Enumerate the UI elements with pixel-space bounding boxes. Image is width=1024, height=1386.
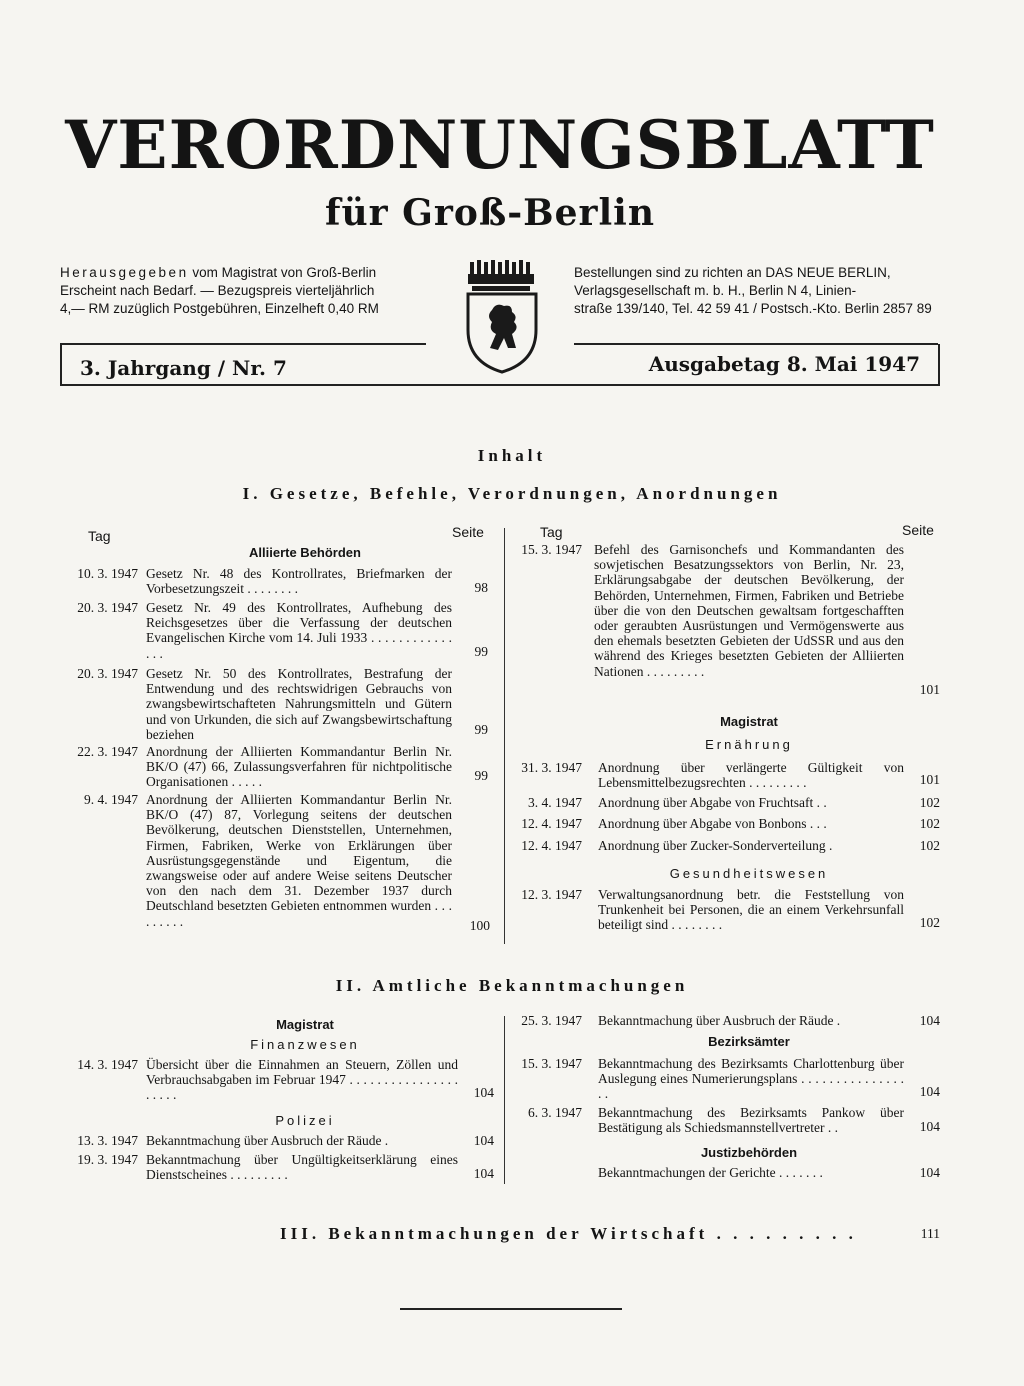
entry-text: Gesetz Nr. 50 des Kontrollrates, Bestrafung der Entwendung und des rechtswidrigen Gebrauchs von zwangsbewirtschafteten Nahrungsmitteln und Gütern und von Urkunden, die sich auf Zwangsbewirtschaftung beziehen [146,666,452,742]
entry-date: 12. 4. 1947 [521,816,582,831]
order-publisher: Verlagsgesellschaft m. b. H., Berlin N 4, Linien- [574,283,857,298]
entry-page: 104 [919,1013,940,1028]
entry-text: Bekanntmachungen der Gerichte . . . . . . . [598,1165,823,1180]
heading-judiciary: Justizbehörden [700,1145,798,1160]
entry-date: 13. 3. 1947 [77,1133,138,1148]
publisher-frequency: Erscheint nach Bedarf. — Bezugspreis vierteljährlich [60,283,375,298]
entry-text: Bekanntmachung des Bezirksamts Charlottenburg über Auslegung eines Numerierungsplans . . . . . . . . . . . . . . . . . [598,1056,904,1102]
order-info: Bestellungen sind zu richten an DAS NEUE BERLIN, [574,265,891,280]
entry-page: 99 [474,644,488,659]
masthead-subtitle: für Groß-Berlin [325,192,655,234]
entry-text: Bekanntmachung über Ausbruch der Räude . [146,1133,389,1148]
entry-page: 104 [919,1084,940,1099]
entry-date: 31. 3. 1947 [521,760,582,775]
entry-date: 22. 3. 1947 [77,744,138,759]
entry-date: 9. 4. 1947 [84,792,138,807]
entry-text: Anordnung über Abgabe von Fruchtsaft . . [598,795,827,810]
entry-text: Befehl des Garnisonchefs und Kommandanten des sowjetischen Besatzungssektors von Berlin, Nr. 23, Erklärungsabgabe der deutschen Bevölkerung, der Behörden, Unternehmen, Firmen, Fabriken und Betriebe über die von den Deutschen gewaltsam fortgeschafften oder geraubten Ausrüstungen und Vermögenswerte aus den ehemals besetzten Gebieten der UdSSR und aus den während des Krieges besetzten Gebieten der Alliierten Nationen . . . . . . . . . [594,542,904,679]
list-item [0,1013,1024,1033]
list-item [0,1165,1024,1185]
entry-date: 20. 3. 1947 [77,666,138,681]
entry-date: 15. 3. 1947 [521,1056,582,1071]
entry-date: 14. 3. 1947 [77,1057,138,1072]
heading-police: Polizei [275,1113,335,1128]
col-seite-left: Seite [452,524,484,540]
heading-magistrat-1: Magistrat [720,714,778,729]
entry-text: Übersicht über die Einnahmen an Steuern, Zöllen und Verbrauchsabgaben im Februar 1947 . . . . . . . . . . . . . . . . . . . . . [146,1057,458,1103]
heading-finance: Finanzwesen [250,1037,360,1052]
entry-text: Gesetz Nr. 49 des Kontrollrates, Aufhebung des Reichsgesetzes über die Verfassung der deutschen Evangelischen Kirche vom 14. Juli 1933 . . . . . . . . . . . . . . . [146,600,452,661]
entry-date: 19. 3. 1947 [77,1152,138,1167]
section2-title: II. Amtliche Bekanntmachungen [335,976,689,995]
publisher-info-right [574,264,940,318]
entry-text: Verwaltungsanordnung betr. die Feststellung von Trunkenheit bei Personen, die an einem Verkehrsunfall beteiligt sind . . . . . . . . [598,887,904,933]
entry-page: 102 [919,838,940,853]
list-item [0,838,1024,858]
column-divider-1 [504,528,505,944]
col-seite-right: Seite [902,522,934,538]
masthead-title: VERORDNUNGSBLATT [65,106,935,184]
entry-date: 12. 4. 1947 [521,838,582,853]
entry-page: 104 [473,1133,494,1148]
publisher-info-left [60,264,430,318]
entry-page: 100 [469,918,490,933]
entry-page: 101 [919,772,940,787]
entry-text: Anordnung der Alliierten Kommandantur Berlin Nr. BK/O (47) 87, Vorlegung seitens der deutschen Bevölkerung, deutschen Dienststellen, Unternehmen, Firmen, Fabriken, Werke von Erklärungen über Ausrüstungsgegenstände und Eigentum, die zwangsweise oder auf andere Weise seitens Deutscher von den nach dem 31. Dezember 1937 durch Deutschland besetzten Gebieten entnommen wurden . . . . . . . . . [146,792,452,929]
entry-text: Anordnung über Abgabe von Bonbons . . . [598,816,827,831]
entry-date: 25. 3. 1947 [521,1013,582,1028]
heading-nutrition: Ernährung [705,737,793,752]
entry-text: Anordnung über Zucker-Sonderverteilung . [598,838,833,853]
entry-page: 102 [919,795,940,810]
section3-title: III. Bekanntmachungen der Wirtschaft . . . . . . . . . [280,1224,857,1243]
section3-page: 111 [920,1226,940,1241]
entry-page: 104 [473,1085,494,1100]
entry-page: 101 [919,682,940,697]
entry-date: 3. 4. 1947 [528,795,582,810]
entry-page: 104 [919,1165,940,1180]
heading-district-offices: Bezirksämter [708,1034,790,1049]
entry-page: 104 [919,1119,940,1134]
entry-text: Bekanntmachung über Ausbruch der Räude . [598,1013,841,1028]
entry-page: 102 [919,816,940,831]
list-item [0,1105,1024,1136]
entry-page: 99 [474,722,488,737]
col-tag-left: Tag [88,528,111,544]
closing-rule [400,1308,622,1310]
issue-date: Ausgabetag 8. Mai 1947 [648,352,920,376]
entry-date: 10. 3. 1947 [77,566,138,581]
entry-date: 6. 3. 1947 [528,1105,582,1120]
entry-date: 12. 3. 1947 [521,887,582,902]
col-tag-right: Tag [540,524,563,540]
heading-magistrat-2: Magistrat [276,1017,334,1032]
entry-page: 102 [919,915,940,930]
entry-text: Gesetz Nr. 48 des Kontrollrates, Briefmarken der Vorbesetzungszeit . . . . . . . . [146,566,452,597]
entry-text: Anordnung der Alliierten Kommandantur Berlin Nr. BK/O (47) 66, Zulassungsverfahren für nichtpolitische Organisationen . . . . . [146,744,452,790]
heading-allied-authorities: Alliierte Behörden [249,545,361,560]
entry-date: 20. 3. 1947 [77,600,138,615]
heading-health: Gesundheitswesen [669,866,829,881]
entry-text: Anordnung über verlängerte Gültigkeit von Lebensmittelbezugsrechten . . . . . . . . . [598,760,904,791]
entry-page: 98 [474,580,488,595]
toc-title: Inhalt [477,446,547,465]
order-address: straße 139/140, Tel. 42 59 41 / Postsch.-Kto. Berlin 2857 89 [574,301,932,316]
entry-text: Bekanntmachung über Ungültigkeitserklärung eines Dienstscheines . . . . . . . . . [146,1152,458,1183]
entry-date: 15. 3. 1947 [521,542,582,557]
list-item [0,795,1024,815]
publisher-name: vom Magistrat von Groß-Berlin [188,265,377,280]
entry-page: 104 [473,1166,494,1181]
entry-text: Bekanntmachung des Bezirksamts Pankow über Bestätigung als Schiedsmannstellvertreter . . [598,1105,904,1136]
issue-volume: 3. Jahrgang / Nr. 7 [80,356,287,380]
publisher-label: Herausgegeben [60,265,189,280]
section1-title: I. Gesetze, Befehle, Verordnungen, Anordnungen [242,484,782,503]
publisher-price: 4,— RM zuzüglich Postgebühren, Einzelheft 0,40 RM [60,301,379,316]
list-item [0,816,1024,836]
entry-page: 99 [474,768,488,783]
